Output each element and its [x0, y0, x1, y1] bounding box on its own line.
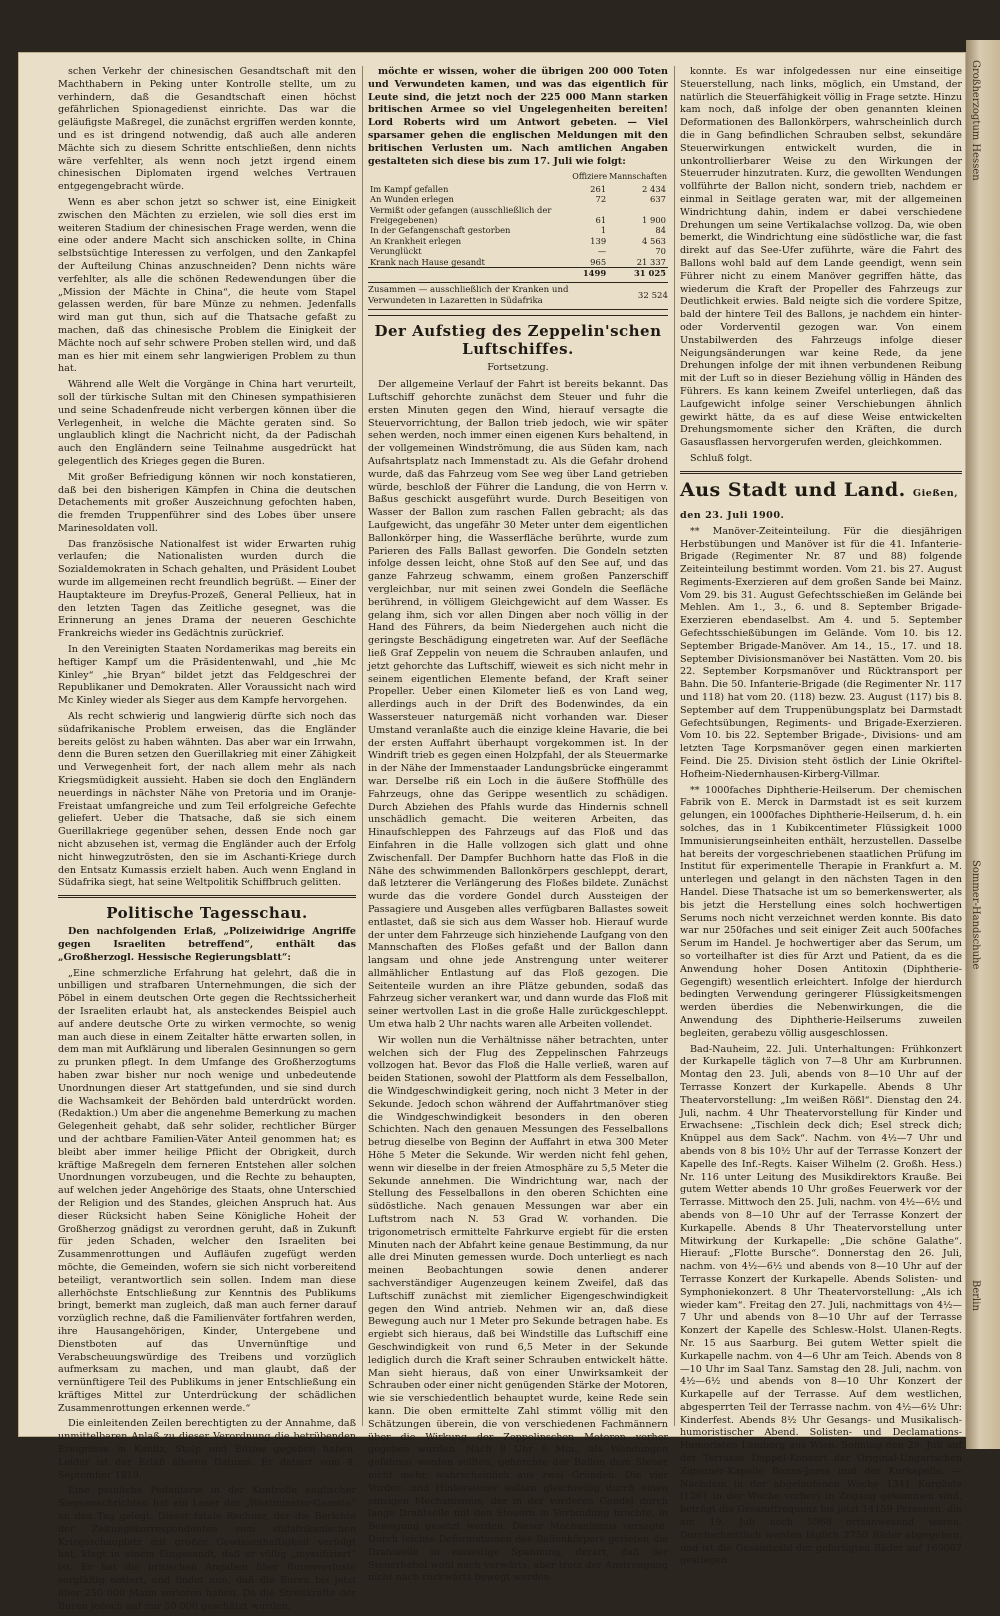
table-cell-value: 261	[590, 183, 607, 194]
table-header-men: Mannschaften	[609, 172, 667, 182]
table-row	[368, 225, 668, 235]
column-1	[58, 66, 356, 1616]
table-cell-empty	[368, 268, 562, 279]
table-cell-label: An Wunden erlegen	[370, 194, 454, 205]
paragraph: ** 1000faches Diphtherie-Heilserum. Der chemischen Fabrik von E. Merck in Darmstadt ist es seit kurzem gelungen, ein 1000faches Diphtherie-Heilserum, d. h. ein solches, das in 1 Kubikcentimeter Flüssigkeit 1000 Immunisierungseinheiten enthält, herzustellen. Dasselbe hat bereits der vorgeschriebenen staatlichen Prüfung im Institut für experimentelle Therapie in Frankfurt a. M. unterlegen und gelangt in den nächsten Tagen in den Handel. Diese Thatsache ist um so bemerkenswerter, als bis jetzt die Herstellung eines solch hochwertigen Serums noch nicht verzeichnet werden konnte. Bis dato war nur 250faches und seit einiger Zeit auch 500faches Serum im Handel. Je hochwertiger aber das Serum, um so vorteilhafter ist dies für Arzt und Patient, da es die Anwendung hoher Dosen Antitoxin (Diphtherie-Gegengift) wesentlich erleichtert. Infolge der hierdurch bedingten Verwendung geringerer Flüssigkeitsmengen werden überdies die Nebenwirkungen, die die Anwendung des Diphtherie-Heilserums zuweilen begleiten, gerabezu völlig ausgeschlossen.	[680, 784, 962, 1039]
paragraph: Der allgemeine Verlauf der Fahrt ist bereits bekannt. Das Luftschiff gehorchte zunächst dem Steuer und fuhr die ersten Minuten gegen den Wind, hierauf versagte die Steuervorrichtung, der Ballon trieb jedoch, wie wir später sehen werden, noch immer einen eigenen Kurs behaltend, in der vollgemeinen Windströmung, die aus Süden kam, nach Aufsahrtsplatz nach Immenstadt zu. Als die Gefahr drohend wurde, daß das Fahrzeug vom See weg über Land getrieben würde, beschloß der Führer die Landung, die von Herrn v. Baßus geschickt ausgeführt wurde. Durch Beseitigen von Wasser der Ballon zum raschen Fallen gebracht; als das Laufgewicht, das ungefähr 30 Meter unter dem eigentlichen Ballonkörper hing, die Wasserfläche berührte, wurde zum Parieren des Falls Ballast geworfen. Die Gondeln setzten infolge dessen leicht, ohne Stoß auf den See auf, und das ganze Fahrzeug schwamm, einem großen Panzerschiff vergleichbar, nur mit seinen zwei Gondeln die Seefläche berührend, in völligem Gleichgewicht auf dem Wasser. Es gelang ihm, sich vor allen Dingen aber noch völlig in der Hand des Führers, da beim Niedergehen auch nicht die geringste Beschädigung eingetreten war. Auf der Seefläche ließ Graf Zeppelin von neuem die Schrauben anlaufen, und jetzt gehorchte das Luftschiff, wieweit es sich nicht mehr in seinem eigentlichen Elemente befand, der Kraft seiner Propeller. Ueber einen Kilometer ließ es von Land weg, allerdings auch in der Drift des Bodenwindes, da ein Wassersteuer naturgemäß nicht vorhanden war. Dieser Umstand veranlaßte auch die einzige kleine Havarie, die bei der ersten Auffahrt überhaupt vorgekommen ist. In der Windrift trieb es gegen einen Holzpfahl, der als Steuermarke in der Nähe der Immenstaader Landungsbrücke eingerammt war. Derselbe riß ein Loch in die äußere Stoffhülle des Fahrzeugs, ohne das Gerippe wesentlich zu schädigen. Durch Abziehen des Pfahls wurde das Hindernis schnell unschädlich gemacht. Die weiteren Arbeiten, das Hinaufschleppen des Fahrzeugs auf das Floß und das Einfahren in die Halle vollzogen sich glatt und ohne Zwischenfall. Der Dampfer Buchhorn hatte das Floß in die Nähe des schwimmenden Ballonkörpers geschleppt, derart, daß letzterer die Verlängerung des Floßes bildete. Zunächst wurde das die vordere Gondel durch Aussteigen der Passagiere und Ausgeben alles verfügbaren Ballastes soweit entlastet, daß sie sich aus dem Wasser hob. Hierauf wurde der unter dem Fahrzeuge sich hinziehende Laufgang von den Mannschaften des Floßes gefaßt und der Ballon dann langsam und ohne jede Anstrengung unter weiterer allmählicher Entlastung auf das Floß gezogen. Die Seitenteile wurden an ihre Plätze gebunden, sodaß das Fahrzeug sicher verankert war, und dann wurde das Floß mit seiner wertvollen Last in die große Halle zurückgeschleppt. Um etwa halb 2 Uhr nachts waren alle Arbeiten vollendet.	[368, 379, 668, 1031]
total-box-label: Zusammen — ausschließlich der Kranken und Verwundeten in Lazaretten in Südafrika	[368, 285, 569, 307]
total-box-value: 32 524	[637, 290, 668, 301]
column-3-article	[680, 66, 962, 466]
table-row	[368, 257, 668, 268]
table-row	[368, 246, 668, 256]
paragraph: Wenn es aber schon jetzt so schwer ist, eine Einigkeit zwischen den Mächten zu erzielen, wie soll dies erst im weiteren Stadium der chinesischen Frage werden, wenn die eine oder andere Macht sich anschicken sollte, in China selbstsüchtige Interessen zu verfolgen, und den Zankapfel der Aufteilung Chinas anzuschneiden? Denn nichts wäre verfehlter, als alle die schönen Redewendungen über die „Mission der Mächte in China“, die heute vom Stapel gelassen werden, für bare Münze zu nehmen. Jedenfalls wird man gut thun, sich auf die Thatsache gefaßt zu machen, daß das chinesische Problem die Einigkeit der Mächte noch auf sehr schwere Proben stellen wird, und daß man es hier mit einem sehr langwierigen Problem zu thun hat.	[58, 196, 356, 375]
strip-text: Großherzogtum Hessen	[970, 60, 981, 181]
paragraph: Die einleitenden Zeilen berechtigten zu der Annahme, daß unmittelbaren Anlaß zu dieser Verordnung die betrübenden Ereignisse in Konitz, Stolp und Bütow gegeben haben. Leider ist der Erlaß älteren Datums. Er datiert vom 4. September 1819.	[58, 1418, 356, 1481]
paragraph: Das französische Nationalfest ist wider Erwarten ruhig verlaufen; die Nationalisten wurden durch die Sozialdemokraten in Schach gehalten, und Präsident Loubet wurde im allgemeinen recht freundlich begrüßt. — Einer der Hauptakteure im Dreyfus-Prozeß, General Pellieux, hat in den letzten Tagen das Zeitliche gesegnet, was die Erinnerung an jenes Drama der neueren Geschichte Frankreichs wieder ins Gedächtnis zurückrief.	[58, 538, 356, 640]
politische-tagesschau-article	[58, 926, 356, 1613]
table-cell-value: 1	[600, 225, 607, 236]
column-rule	[362, 66, 363, 1426]
table-cell-label: Krank nach Hause gesandt	[370, 256, 485, 267]
paragraph: „Eine schmerzliche Erfahrung hat gelehrt, daß die in unbilligen und strafbaren Unternehmungen, die sich der Pöbel in einem deutschen Orte gegen die Rechtssicherheit der Israeliten erlaubt hat, als ansteckendes Beispiel auch auf andere deutsche Orte zu wirken vermochte, so wenig man auch diese in einem Zeitalter hätte erwarten sollen, in dem man mit Aufklärung und liberalen Gesinnungen so gern zu prunken pflegt. In dem Umfange des Großherzogtums haben zwar bisher nur noch wenige und unbedeutende Unordnungen dieser Art stattgefunden, und sie sind durch die Wachsamkeit der Behörden bald unterdrückt worden. (Redaktion.) Um aber die angenehme Bemerkung zu machen Gelegenheit gehabt, daß sehr solider, rechtlicher Bürger und der achtbare Familien-Väter Anteil genommen hat; es bleibt aber immer heilige Pflicht der Obrigkeit, durch kräftige Maßregeln dem ferneren Entstehen aller solchen Unordnungen vorzubeugen, und die Rechte zu behaupten, auf welchen jeder Angehörige des Staats, ohne Unterschied der Religion und des Standes, gleichen Anspruch hat. Aus dieser Rücksicht haben Seine Königliche Hoheit der Großherzog gnädigst zu verordnen geruht, daß in Zukunft für jeden Schaden, welcher den Israeliten bei Zusammenrottungen und Aufläufen zugefügt werden möchte, die Gemeinden, wofern sie sich nicht vorbereitend beteiligt, verantwortlich sein sollen. Indem man diese allerhöchste Entschließung zur Kenntnis des Publikums bringt, bemerkt man zugleich, daß man auch ferner darauf vorzüglich rechne, daß die Familienväter fortfahren werden, ihre Hausangehörigen, Kinder, Untergebene und Dienstboten auf das Unvernünftige und Verabscheuungswürdige des Treibens und vorzüglich aufmerksam zu machen, und man glaubt, daß der vernünftigere Teil des Publikums in jener Entschließung ein kräftiges Mittel zur Unterdrückung der schädlichen Zusammenrottungen erkennen werde.“	[58, 967, 356, 1414]
table-cell-label: An Krankheit erlegen	[370, 235, 462, 246]
paragraph: Während alle Welt die Vorgänge in China hart verurteilt, soll der türkische Sultan mit den Chinesen sympathisieren und seine Schadenfreude nicht verbergen können über die Verlegenheit, in welche die Mächte geraten sind. So unglaublich klingt die Nachricht nicht, da der Padischah auch den Engländern seine Teilnahme ausgedrückt hat gelegentlich des Krieges gegen die Buren.	[58, 379, 356, 467]
table-cell-value: 61	[595, 215, 607, 225]
table-row	[368, 194, 668, 204]
paragraph: möchte er wissen, woher die übrigen 200 000 Toten und Verwundeten kamen, und was das eigentlich für Leute sind, die jetzt noch der 225 000 Mann starken britischen Armee so viel Ungelegenheiten bereiten! Lord Roberts wird um Antwort gebeten. — Viel sparsamer gehen die englischen Meldungen mit den britischen Verlusten um. Nach amtlichen Angaben gestalteten sich diese bis zum 17. Juli wie folgt:	[368, 66, 668, 167]
paragraph: konnte. Es war infolgedessen nur eine einseitige Steuerstellung, nach links, möglich, ein Umstand, der natürlich die Steuerfähigkeit völlig in Frage setzte. Hinzu kam noch, daß infolge der oben genannten kleinen Deformationen des Ballonkörpers, wahrscheinlich durch die in Gang befindlichen Schrauben selbst, sekundäre Steuerwirkungen entwickelt wurden, die in unkontrollierbarer Weise zu den Wirkungen der Steuerruder hinzutraten. Kurz, die gewollten Wendungen vollführte der Ballon nicht, sondern trieb, nachdem er einmal in Seitlage geraten war, mit der allgemeinen Windrichtung dahin, indem er dabei verschiedene Drehungen um seine Vertikalachse vollzog. Da, wie oben bemerkt, die Windrichtung eine südöstliche war, die fast direkt auf das See-Ufer zuführte, wäre die Fahrt des Ballons wohl bald auf dem Lande geendigt, wenn sein Führer nicht zu einem Manöver gegriffen hätte, das wiederum die Kraft der Propeller des Fahrzeugs zur Deutlichkeit erwies. Bald neigte sich die vordere Spitze, bald der hintere Teil des Ballons, je nachdem ein hinter- oder Vorderventil gezogen war. Von einem Unstabilwerden des Fahrzeugs infolge dieser Neigungsänderungen war keine Rede, da jene Drehungen infolge der mit ihnen verbundenen Reibung mit der Luft so in dieser Beziehung völlig in Händen des Führers. Es kann keinem Zweifel unterliegen, daß das Laufgewicht infolge seiner Verschiebungen ähnlich gewirkt hätte, da es auf diese Weise entwickelten Drehungsmomente sicher den Kräften, die durch Gasausflassen hervorgerufen werden, gleichkommen.	[680, 66, 962, 449]
table-total-value: 31 025	[608, 268, 668, 279]
section-divider	[680, 471, 962, 474]
table-cell-value: 21 337	[636, 256, 666, 267]
table-cell-label: In der Gefangenschaft gestorben	[370, 225, 511, 236]
column-3	[680, 66, 962, 1571]
local-news-article	[680, 526, 962, 1569]
table-cell-value: —	[597, 246, 607, 257]
table-row	[368, 184, 668, 194]
paragraph: Bad-Nauheim, 22. Juli. Unterhaltungen: Frühkonzert der Kurkapelle täglich von 7—8 Uhr am Kurbrunnen. Montag den 23. Juli, abends von 8—10 Uhr auf der Terrasse Konzert der Kurkapelle. Abends 8 Uhr Theatervorstellung: „Im weißen Rößl“. Dienstag den 24. Juli, nachm. 4 Uhr Theatervorstellung für Kinder und Erwachsene: „Tischlein deck dich; Esel streck dich; Knüppel aus dem Sack“. Nachm. von 4½—7 Uhr und abends von 8 bis 10½ Uhr auf der Terrasse Konzert der Kapelle des Inf.-Regts. Kaiser Wilhelm (2. Großh. Hess.) Nr. 116 unter Leitung des Musikdirektors Krauße. Bei gutem Wetter abends 10 Uhr großes Feuerwerk vor der Terrasse. Mittwoch den 25. Juli, nachm. von 4½—6½ und abends von 8—10 Uhr auf der Terrasse Konzert der Kurkapelle. Abends 8 Uhr Theatervorstellung unter Mitwirkung der Kurkapelle: „Die schöne Galathe“. Hierauf: „Flotte Bursche“. Donnerstag den 26. Juli, nachm. von 4½—6½ und abends von 8—10 Uhr auf der Terrasse Konzert der Kurkapelle. Abends Solisten- und Symphoniekonzert. 8 Uhr Theatervorstellung: „Als ich wieder kam“. Freitag den 27. Juli, nachmittags von 4½—7 Uhr und abends von 8—10 Uhr auf der Terrasse Konzert der Kapelle des Schlesw.-Holst. Ulanen-Regts. Nr. 15 aus Saarburg. Bei gutem Wetter spielt die Kurkapelle nachm. von 4—6 Uhr am Teich. Abends von 8—10 Uhr im Saal Tanz. Samstag den 28. Juli, nachm. von 4½—6½ und abends von 8—10 Uhr Konzert der Kurkapelle auf der Terrasse. Auf dem westlichen, abgesperrten Teil der Terrasse nachm. von 4½—6½ Uhr: Kinderfest. Abends 8½ Uhr Gesangs- und Musikalisch-humoristischer Abend. Solisten- und Declamations-Humoristen Lamborg aus Wien. Sonntag den 29. Juli auf der Terrasse Doppel-Konzert der Original-Ungarischen Zigeuner-Kapelle Bonza-Jozsa und der Kurkapelle. — Nachdem in der abgelaufenen Woche 1341 Kurgäste (1261 in der Woche vorher) in Zugang gekommen sind, beträgt die Gesamtfrequenz bis jetzt 14159 Personen, die am 19. Juli noch 5968 ortsanwesend waren. Durchschnittlich werden täglich 2750 Bäder abgegeben, und ist die Gesamtzahl der gefertigten Bäder auf 169067 gestiegen.	[680, 1043, 962, 1567]
table-cell-value: 4 563	[642, 235, 666, 246]
table-cell-value: 637	[650, 194, 666, 205]
total-box	[368, 282, 668, 310]
paragraph: schen Verkehr der chinesischen Gesandtschaft mit den Machthabern in Peking unter Kontrolle stellte, um zu verhindern, daß die Gesandtschaft einen höchst gefährlichen Spionagedienst einrichte. Das war die geläufigste Maßregel, die zunächst ergriffen werden konnte, und es ist dringend notwendig, daß auch alle anderen Mächte sich zu diesem Schritte entschließen, denn nichts wäre verfehlter, als wenn noch jetzt irgend einem chinesischen Diplomaten irgend welches Vertrauen entgegengebracht würde.	[58, 66, 356, 193]
table-header-officers: Offiziere	[572, 172, 608, 182]
table-cell-value: 70	[655, 246, 666, 257]
table-row	[368, 236, 668, 246]
strip-text: Berlin	[970, 1280, 981, 1311]
table-cell-label: Im Kampf gefallen	[370, 183, 449, 194]
paragraph: Als recht schwierig und langwierig dürfte sich noch das südafrikanische Problem erweisen, das die Engländer bereits gelöst zu haben wähnten. Das aber war ein Irrwahn, denn die Buren setzen den Guerillakrieg mit einer Zähigkeit und Verwegenheit fort, der nach allem mehr als nach Kriegsmüdigkeit aussieht. Haben sie doch den Engländern neuerdings in nächster Nähe von Pretoria und im Oranje-Freistaat umfangreiche und zum Teil erfolgreiche Gefechte geliefert. Ueber die Thatsache, daß sie sich einem Guerillakriege gegenüber sehen, dessen Ende noch gar nicht abzusehen ist, vermag die Engländer auch der Erfolg nicht hinwegzutrösten, den sie im Aschanti-Kriege durch den Entsatz Kumassis erzielt haben. Auch wenn England in Südafrika siegt, hat seine Weltpolitik Schiffbruch gelitten.	[58, 711, 356, 889]
section-divider	[368, 315, 668, 316]
table-total-row	[368, 268, 668, 279]
table-cell-value: 139	[590, 235, 607, 246]
table-cell-value: 1 900	[642, 215, 666, 225]
section-divider	[58, 895, 356, 898]
zeppelin-article	[368, 379, 668, 1585]
table-cell-value: 965	[590, 256, 607, 267]
paragraph: Mit großer Befriedigung können wir noch konstatieren, daß bei den bisherigen Kämpfen in China die deutschen Detachements mit großer Auszeichnung gefochten haben, die fremden Truppenführer sind des Lobes über unsere Marinesoldaten voll.	[58, 471, 356, 534]
zeppelin-heading: Der Aufstieg des Zeppelin'schen Luftschiffes.	[374, 322, 662, 359]
paragraph: Eine peinliche Pedanterie in der Kontrolle englischer Siegesnachrichten hat ein Leser der „Westminster-Gazette“ an den Tag gelegt. Dieser fatale Rechner, der die Berichte der Zeitungskorrespondenten vom südafrikanischen Kriegsschauplatz mit großer Gewissenhaftigkeit verfolgt hat, klagt in einem Eingesandt, daß er völlig „mystifiziert“ ist. Er hat die britischen Angaben über Burenverluste sorgfältig notiert, und findet nun, daß die Buren bis jetzt über 250 000 Mann verloren haben. Da die Streitkräfte der Buren jedoch auf nur 50 000 geschätzt wurden,	[58, 1485, 356, 1612]
paragraph: Schluß folgt.	[690, 452, 753, 464]
table-row	[368, 205, 668, 226]
paragraph: Den nachfolgenden Erlaß, „Polizeiwidrige Angriffe gegen Israeliten betreffend“, enthält das „Großherzogl. Hessische Regierungsblatt“:	[58, 926, 356, 963]
table-cell-value: 2 434	[642, 183, 666, 194]
paragraph: ** Manöver-Zeiteinteilung. Für die diesjährigen Herbstübungen und Manöver ist für die 41. Infanterie-Brigade (Regimenter Nr. 87 und 88) folgende Zeiteinteilung bestimmt worden. Vom 21. bis 27. August Regiments-Exerzieren auf dem großen Sande bei Mainz. Vom 29. bis 31. August Gefechtsschießen im Gelände bei Mehlen. Am 1., 3., 6. und 8. September Brigade-Exerzieren ebendaselbst. Am 4. und 5. September Gefechtsschießübungen im Gelände. Vom 10. bis 12. September Brigade-Manöver. Am 14., 15., 17. und 18. September Divisionsmanöver bei Nastätten. Vom 20. bis 22. September Korpsmanöver und Rücktransport per Bahn. Die 50. Infanterie-Brigade (die Regimenter Nr. 117 und 118) hat vom 20. (118) bezw. 23. August (117) bis 8. September auf dem Truppenübungsplatz bei Darmstadt Gefechtsübungen, Regiments- und Brigade-Exerzieren. Vom 10. bis 22. September Brigade-, Divisions- und am letzten Tage Korpsmanöver gegen einen markierten Feind. Die 25. Division steht östlich der Linie Okriftel-Hofheim-Niedernhausen-Kirberg-Villmar.	[680, 525, 962, 780]
table-cell-label: Vermißt oder gefangen (ausschließlich der Freigegebenen)	[370, 204, 552, 225]
table-cell-label: Verunglückt	[370, 246, 422, 257]
column-2-article	[368, 66, 668, 168]
zeppelin-subheading: Fortsetzung.	[487, 362, 549, 374]
newspaper-page	[18, 52, 966, 1612]
table-cell-value: 84	[655, 225, 666, 236]
table-total-value: 1499	[562, 268, 608, 279]
strip-text: Sommer-Handschuhe	[970, 860, 981, 970]
paragraph: In den Vereinigten Staaten Nordamerikas mag bereits ein heftiger Kampf um die Präsidentenwahl, und „hie Mc Kinley“ „hie Bryan“ bildet jetzt das Feldgeschrei der Republikaner und Demokraten. Aller Voraussicht nach wird Mc Kinley wieder als Sieger aus dem Kampfe hervorgehen.	[58, 644, 356, 707]
aus-stadt-und-land-heading: Aus Stadt und Land. Gießen, den 23. Juli 1900.	[680, 478, 959, 521]
column-1-article	[58, 66, 356, 890]
adjacent-page-strip	[966, 40, 1000, 1449]
column-2	[368, 66, 668, 1588]
politische-tagesschau-heading: Politische Tagesschau.	[106, 904, 308, 923]
table-cell-value: 72	[595, 194, 607, 205]
column-rule	[674, 66, 675, 1426]
paragraph: Wir wollen nun die Verhältnisse näher betrachten, unter welchen sich der Flug des Zeppelinschen Fahrzeugs vollzogen hat. Bevor das Floß die Halle verließ, waren auf beiden Stationen, sowohl der Plattform als dem Fesselballon, die Windgeschwindigkeit gering, noch nicht 3 Meter in der Sekunde. Jedoch schon während der Auffahrtmanöver stieg die Windgeschwindigkeit besonders in den oberen Schichten. Nach den genauen Messungen des Fesselballons betrug dieselbe von Beginn der Auffahrt in etwa 300 Meter Höhe 5 Meter die Sekunde. Wir werden nicht fehl gehen, wenn wir dieselbe in der freien Atmosphäre zu 5,5 Meter die Sekunde annehmen. Die Windrichtung war, nach der Stellung des Fesselballons in den oberen Schichten eine südöstliche. Nach genauen Messungen war aber ein Luftstrom nach N. 53 Grad W. vorhanden. Die trigonometrisch ermittelte Fahrkurve ergiebt für die ersten Minuten nach der Abfahrt keine genaue Bestimmung, da nur alle drei Minuten gemessen wurde. Doch unterliegt es nach meinen Beobachtungen sowie denen anderer sachverständiger Augenzeugen keinem Zweifel, daß das Luftschiff zunächst mit ziemlicher Eigengeschwindigkeit gegen den Wind antrieb. Nehmen wir an, daß diese Bewegung auch nur 1 Meter pro Sekunde betragen habe. Es ergiebt sich hieraus, daß bei Windstille das Luftschiff eine Geschwindigkeit von rund 6,5 Meter in der Sekunde lediglich durch die Kraft seiner Schrauben entwickelt hätte. Man sieht hieraus, daß von einer Unwirksamkeit der Schrauben oder einer nicht genügenden Stärke der Motoren, wie sie verschiedentlich behauptet wurde, keine Rede sein kann. Die oben ermittelte Zahl stimmt völlig mit den Schätzungen überein, die von verschiedenen Fachmännern über die Wirkung der Zeppelinschen Motoren vorher gegeben wurden. Nach 8 Uhr 6 Min., als Wendungen gefahren werden sollten, gehorchte der Ballon dem Steuer nicht mehr, wahrscheinlich aus zwei Gründen. Die vier Vorder- und Hintersteuer sollten gleichzeitig durch einen einzigen Mechanismus, der in der vorderen Gondel durch lange Drahtseile mit den Steuern in Verbindung brachte, in Bewegung gesetzt werden. Dieser Mechanismus versagte. Durch leichte Deformationen des Ballonkörpers gerieten die Drahtseile in einseitige Spannung, derart, daß der Steuerhebel wohl nach vorwärts, aber trotz der Anstrengung nicht nach rückwärts bewegt werden	[368, 1034, 668, 1584]
british-losses-table	[368, 171, 668, 278]
dateline: Gießen, den 23. Juli 1900.	[680, 487, 959, 521]
